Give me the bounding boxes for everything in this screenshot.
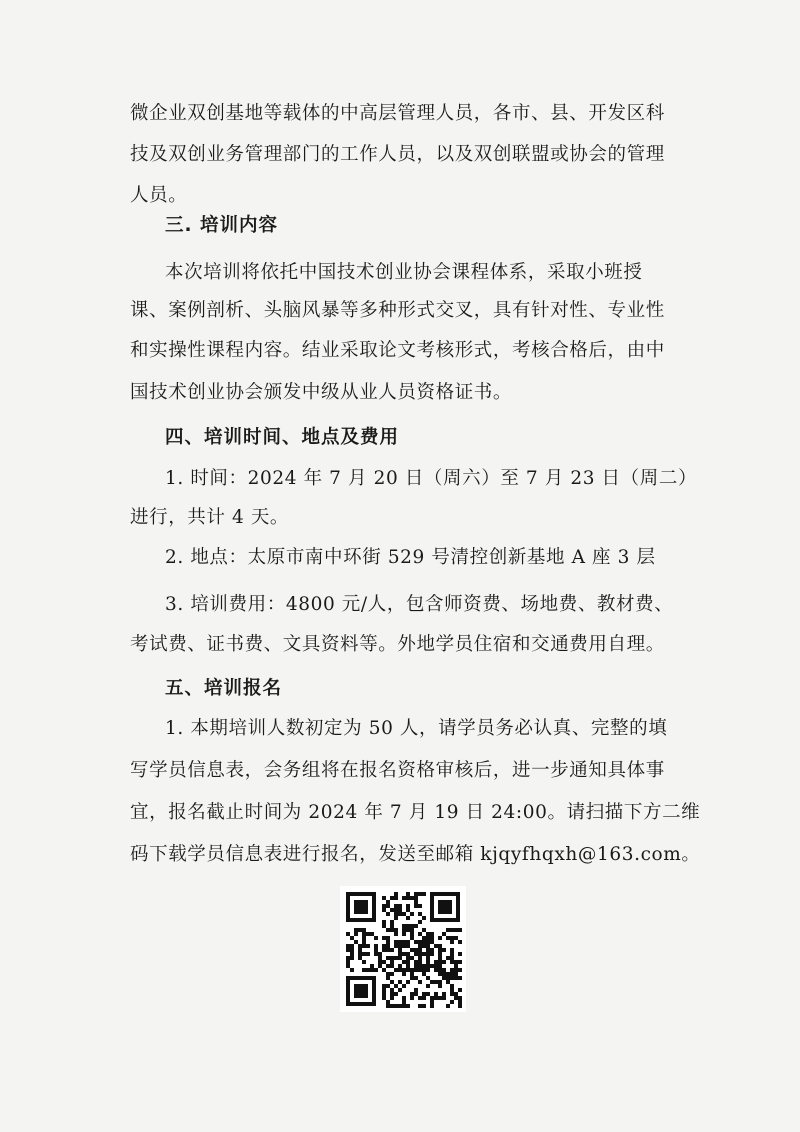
- section3-line-1: 本次培训将依托中国技术创业协会课程体系，采取小班授: [165, 262, 643, 283]
- time-line-1: 1. 时间：2024 年 7 月 20 日（周六）至 7 月 23 日（周二）: [165, 468, 698, 489]
- time-line-2: 进行，共计 4 天。: [130, 507, 290, 528]
- section5-line-1: 1. 本期培训人数初定为 50 人，请学员务必认真、完整的填: [165, 718, 668, 739]
- fee-line-2: 考试费、证书费、文具资料等。外地学员住宿和交通费用自理。: [130, 634, 665, 655]
- qr-code-icon: [340, 886, 466, 1012]
- section3-line-2: 课、案例剖析、头脑风暴等多种形式交叉，具有针对性、专业性: [130, 300, 665, 321]
- intro-line-2: 技及双创业务管理部门的工作人员，以及双创联盟或协会的管理: [130, 144, 665, 165]
- section3-line-3: 和实操性课程内容。结业采取论文考核形式，考核合格后，由中: [130, 340, 665, 361]
- place-line: 2. 地点：太原市南中环街 529 号清控创新基地 A 座 3 层: [165, 547, 656, 568]
- section3-line-4: 国技术创业协会颁发中级从业人员资格证书。: [130, 382, 513, 403]
- section5-heading: 五、培训报名: [165, 678, 283, 699]
- section5-line-3: 宜，报名截止时间为 2024 年 7 月 19 日 24:00。请扫描下方二维: [130, 802, 701, 823]
- fee-line-1: 3. 培训费用：4800 元/人，包含师资费、场地费、教材费、: [165, 594, 674, 615]
- section4-heading: 四、培训时间、地点及费用: [165, 427, 400, 448]
- section5-line-2: 写学员信息表，会务组将在报名资格审核后，进一步通知具体事: [130, 760, 665, 781]
- intro-line-3: 人员。: [130, 185, 188, 206]
- intro-line-1: 微企业双创基地等载体的中高层管理人员，各市、县、开发区科: [130, 103, 665, 124]
- section3-heading: 三. 培训内容: [165, 215, 278, 236]
- section5-line-4: 码下载学员信息表进行报名，发送至邮箱 kjqyfhqxh@163.com。: [130, 844, 701, 865]
